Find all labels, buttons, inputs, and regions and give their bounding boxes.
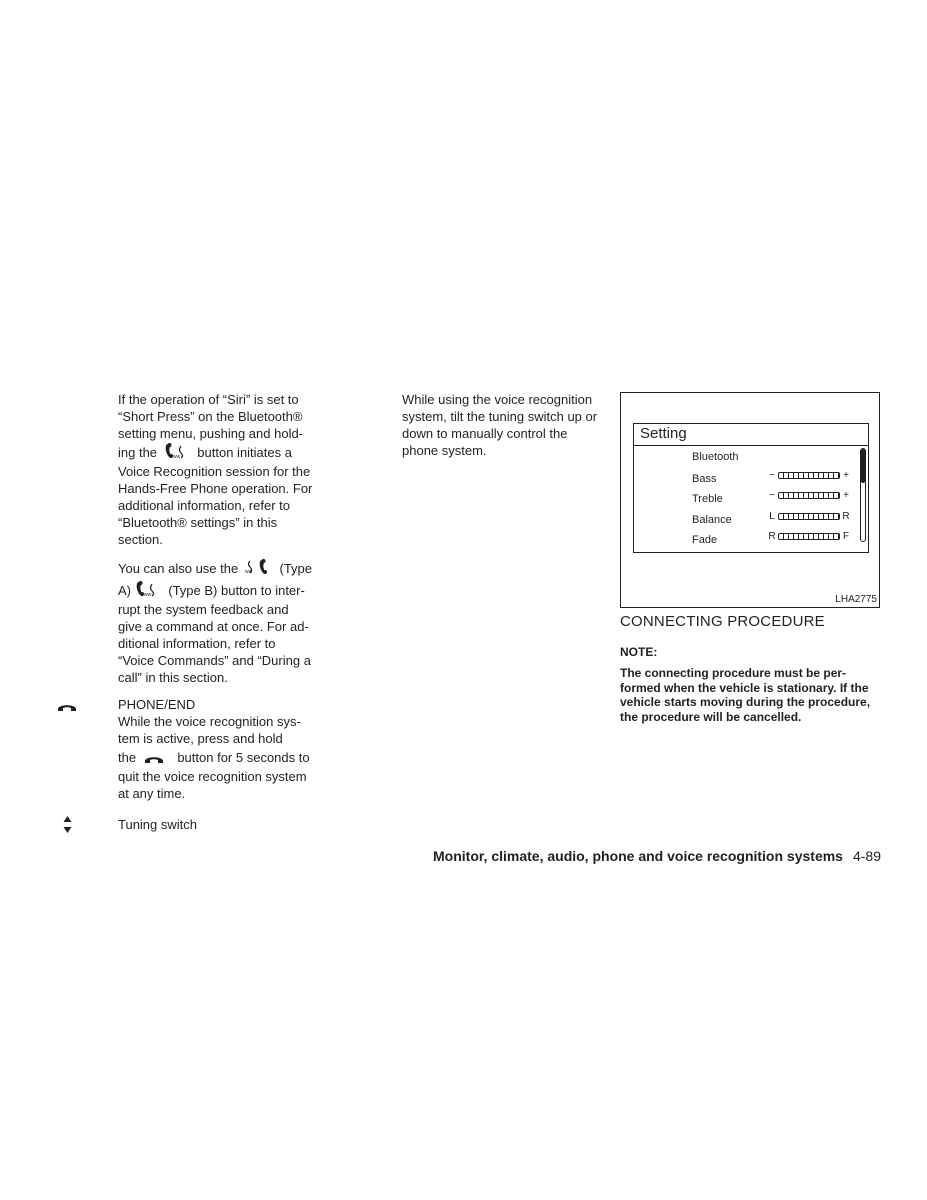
slider-left-label: − — [769, 490, 775, 501]
text-line — [118, 581, 318, 601]
slider-track — [778, 472, 840, 479]
screen-scrollbar — [860, 448, 866, 542]
text-line: While the voice recognition sys- — [118, 714, 301, 729]
phone-end-icon — [57, 699, 77, 717]
figure-id: LHA2775 — [835, 594, 877, 605]
voice-recognition-paragraph — [402, 391, 607, 459]
text-line: give a command at once. For ad- — [118, 619, 309, 634]
slider-right-label: + — [843, 470, 849, 481]
scrollbar-thumb — [861, 449, 865, 483]
also-paragraph — [118, 558, 318, 686]
text-line: Hands-Free Phone operation. For — [118, 481, 313, 496]
slider-track — [778, 533, 840, 540]
siri-paragraph — [118, 391, 318, 548]
text-line: down to manually control the — [402, 426, 568, 441]
text-line: call” in this section. — [118, 670, 228, 685]
slider-left-label: L — [769, 511, 775, 522]
menu-item-bluetooth: Bluetooth — [692, 451, 739, 463]
phone-end-inline-icon — [144, 751, 164, 768]
text-line: The connecting procedure must be per- — [620, 666, 847, 680]
slider-track — [778, 513, 840, 520]
text-line: formed when the vehicle is stationary. If the — [620, 680, 869, 695]
menu-item-treble-label: Treble — [692, 493, 723, 505]
text-line: “Bluetooth® settings” in this — [118, 515, 278, 530]
phone-end-section — [118, 696, 318, 802]
text-fragment: You can also use the — [118, 561, 239, 576]
connecting-procedure-heading: CONNECTING PROCEDURE — [620, 613, 825, 630]
talk-button-type-b-icon — [135, 581, 157, 601]
text-line — [118, 443, 318, 463]
slider-right-label: F — [842, 531, 850, 542]
slider-left-label: − — [769, 470, 775, 481]
note-text — [620, 666, 882, 724]
text-line: Tuning switch — [118, 817, 197, 832]
text-line: quit the voice recognition system — [118, 769, 307, 784]
note-label: NOTE: — [620, 645, 658, 659]
screen-title: Setting — [634, 424, 868, 446]
text-fragment: A) — [118, 583, 131, 598]
setting-screen — [633, 423, 869, 553]
menu-item-bass-label: Bass — [692, 473, 717, 485]
footer-section-title: Monitor, climate, audio, phone and voice recognition systems — [433, 848, 843, 864]
text-fragment: button initiates a — [197, 445, 292, 460]
text-line: ditional information, refer to — [118, 636, 276, 651]
text-line: phone system. — [402, 443, 487, 458]
page-footer — [420, 848, 881, 864]
text-line: setting menu, pushing and hold- — [118, 426, 304, 441]
text-fragment: the — [118, 750, 137, 765]
text-fragment: (Type — [279, 561, 312, 576]
talk-button-icon — [164, 443, 186, 463]
text-line: “Voice Commands” and “During a — [118, 653, 311, 668]
text-line: vehicle starts moving during the procedure, — [620, 695, 871, 709]
slider-right-label: + — [843, 490, 849, 501]
slider-right-label: R — [842, 511, 850, 522]
text-line: at any time. — [118, 786, 186, 801]
page-number: 4-89 — [852, 848, 881, 864]
text-line — [118, 749, 318, 768]
text-line: the procedure will be cancelled. — [620, 709, 802, 724]
text-line: rupt the system feedback and — [118, 602, 289, 617]
svg-text:ww: ww — [244, 569, 253, 575]
text-fragment: (Type B) button to inter- — [168, 583, 305, 598]
talk-button-type-a-icon — [244, 559, 270, 579]
text-line: “Short Press” on the Bluetooth® — [118, 409, 303, 424]
menu-item-fade-label: Fade — [692, 534, 718, 546]
phone-end-heading: PHONE/END — [118, 697, 196, 712]
text-fragment: button for 5 seconds to — [177, 750, 310, 765]
text-line: section. — [118, 532, 163, 547]
text-line: If the operation of “Siri” is set to — [118, 392, 299, 407]
text-line: tem is active, press and hold — [118, 731, 283, 746]
text-fragment: ing the — [118, 445, 158, 460]
up-down-arrows-icon — [63, 816, 72, 838]
tuning-switch-heading — [118, 816, 318, 833]
svg-text:ww: ww — [143, 592, 151, 597]
setting-screen-figure — [620, 392, 880, 608]
slider-track — [778, 492, 840, 499]
menu-item-balance-label: Balance — [692, 514, 732, 526]
text-line — [118, 559, 318, 579]
text-line: Voice Recognition session for the — [118, 464, 311, 479]
text-line: While using the voice recognition — [402, 392, 593, 407]
slider-left-label: R — [768, 531, 776, 542]
text-line: system, tilt the tuning switch up or — [402, 409, 598, 424]
svg-text:ww: ww — [172, 454, 180, 459]
text-line: additional information, refer to — [118, 498, 290, 513]
